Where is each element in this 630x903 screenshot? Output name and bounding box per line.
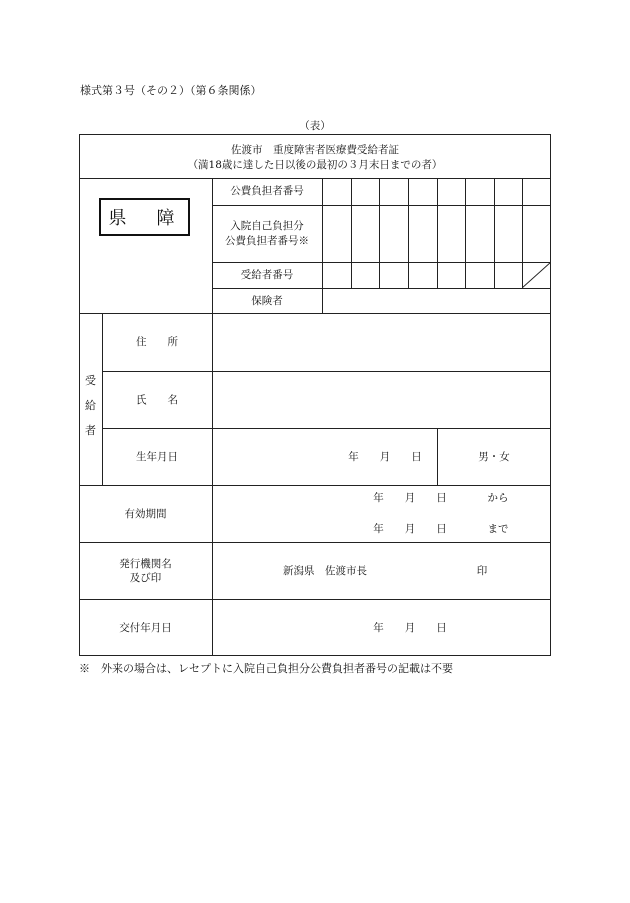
footnote: ※ 外来の場合は、レセプトに入院自己負担分公費負担者番号の記載は不要: [79, 662, 453, 675]
rule-title-bottom: [79, 178, 551, 179]
certificate-title: 佐渡市 重度障害者医療費受給者証: [231, 144, 399, 156]
rule-row3: [212, 288, 551, 289]
birthdate-value: 年 月 日: [348, 451, 422, 463]
valid-to-date: 年 月 日: [373, 523, 447, 535]
rule-label-column: [212, 178, 213, 656]
rule-name-bottom: [102, 428, 551, 429]
rule-birth-bottom: [79, 485, 551, 486]
issue-date-label: 交付年月日: [119, 622, 172, 634]
public-payer-number-label: 公費負担者番号: [230, 185, 304, 197]
rule-digit: [351, 178, 352, 288]
insurer-label: 保険者: [251, 295, 283, 307]
name-label: 氏 名: [136, 394, 178, 406]
rule-issuer-bottom: [79, 599, 551, 600]
valid-to-suffix: まで: [487, 523, 509, 535]
rule-digit: [437, 178, 438, 288]
issuer-label: 発行機関名: [119, 558, 172, 570]
rule-digit: [494, 178, 495, 288]
recipient-char: 受: [85, 374, 96, 387]
rule-insurer-bottom: [79, 313, 551, 314]
rule-address-bottom: [102, 371, 551, 372]
inpatient-copay-label: 入院自己負担分: [230, 220, 304, 232]
address-label: 住 所: [136, 336, 178, 348]
inpatient-payer-number-label: 公費負担者番号※: [225, 235, 309, 247]
issuer-seal-label: 及び印: [129, 572, 162, 584]
valid-from-date: 年 月 日: [373, 492, 447, 504]
rule-row1: [212, 205, 551, 206]
rule-digit-start: [322, 178, 323, 313]
prefecture-disability-stamp: 県 障: [99, 198, 190, 236]
rule-digit: [379, 178, 380, 288]
rule-digit: [465, 178, 466, 288]
valid-from-suffix: から: [487, 492, 509, 504]
validity-label: 有効期間: [124, 508, 167, 520]
recipient-char: 者: [85, 424, 96, 437]
birthdate-label: 生年月日: [136, 451, 178, 463]
certificate-subtitle: （満18歳に達した日以後の最初の３月末日までの者）: [187, 159, 443, 171]
check-digit-slash: [522, 262, 551, 288]
recipient-char: 給: [85, 399, 96, 412]
form-number: 様式第３号（その２）（第６条関係）: [80, 84, 262, 97]
issuer-name: 新潟県 佐渡市長: [283, 565, 367, 577]
gender-value: 男・女: [478, 451, 510, 463]
recipient-number-label: 受給者番号: [240, 269, 294, 281]
rule-validity-bottom: [79, 542, 551, 543]
rule-row2: [212, 262, 551, 263]
issue-date-value: 年 月 日: [373, 622, 447, 634]
seal-mark: 印: [476, 565, 488, 577]
rule-digit: [408, 178, 409, 288]
front-side-label: （表）: [299, 120, 331, 132]
recipient-vertical-label: [79, 368, 102, 443]
